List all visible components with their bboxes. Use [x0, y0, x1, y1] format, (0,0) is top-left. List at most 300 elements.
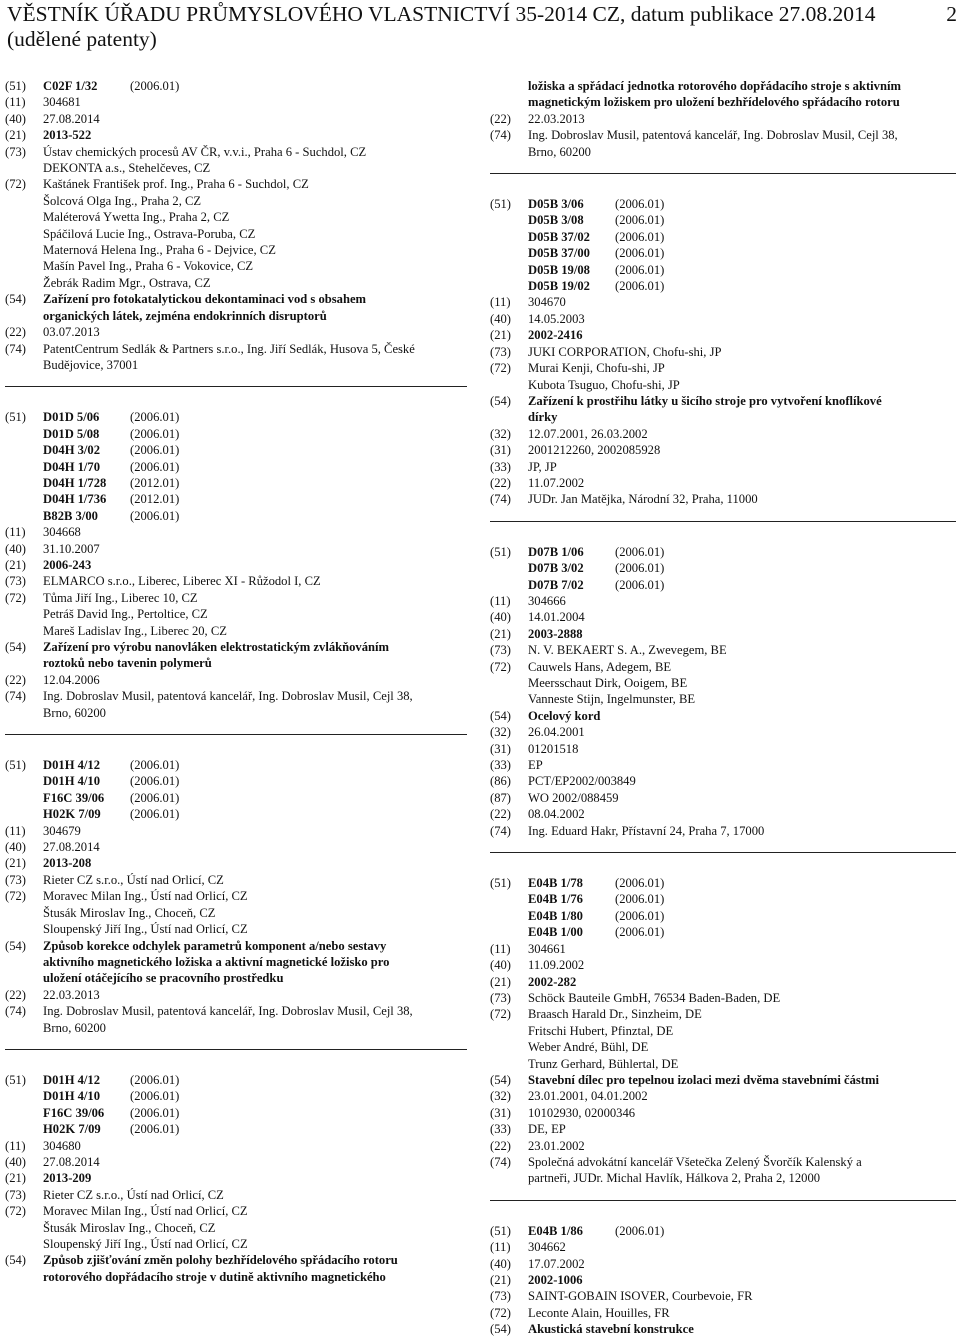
field-code: [5, 1236, 43, 1252]
field-row: [490, 1039, 956, 1055]
field-row: [490, 757, 956, 773]
field-row: [5, 672, 467, 688]
field-row: [490, 577, 956, 593]
field-value: 304662: [528, 1240, 566, 1255]
field-code: [490, 245, 528, 261]
field-code: (22): [490, 1138, 511, 1153]
field-row: [490, 790, 956, 806]
field-row: [5, 773, 467, 789]
field-code: (21): [490, 974, 511, 989]
field-value: Moravec Milan Ing., Ústí nad Orlicí, CZ: [43, 1204, 248, 1219]
ipc-classification: [43, 78, 467, 94]
ipc-version: (2006.01): [615, 876, 665, 891]
field-row: [490, 741, 956, 757]
ipc-version: (2006.01): [130, 426, 180, 441]
field-code: (73): [5, 1187, 26, 1202]
field-value: Sloupenský Jiří Ing., Ústí nad Orlicí, CZ: [43, 1237, 248, 1251]
ipc-classification: [528, 577, 956, 593]
field-code: (54): [490, 393, 511, 408]
field-row: [5, 127, 467, 143]
ipc-version: (2006.01): [615, 908, 665, 923]
field-value: 2013-209: [43, 1171, 92, 1186]
ipc-code: D05B 3/06: [528, 197, 584, 212]
field-value: DEKONTA a.s., Stehelčeves, CZ: [43, 161, 211, 176]
field-value: Maléterová Ywetta Ing., Praha 2, CZ: [43, 210, 230, 225]
ipc-version: (2006.01): [615, 544, 665, 559]
ipc-code: D01D 5/08: [43, 426, 100, 441]
field-row: [5, 524, 467, 540]
field-row: [490, 642, 956, 658]
field-code: [5, 209, 43, 225]
field-row: [5, 291, 467, 307]
ipc-code: D01D 5/06: [43, 410, 100, 425]
field-code: (74): [490, 492, 511, 507]
field-code: [5, 459, 43, 475]
field-value: EP: [528, 758, 543, 773]
ipc-classification: [528, 229, 956, 245]
ipc-version: (2012.01): [130, 475, 180, 490]
field-row: [5, 541, 467, 557]
patent-record: [490, 1223, 956, 1338]
field-code: [490, 409, 528, 425]
field-row: [5, 1236, 467, 1252]
ipc-version: (2006.01): [615, 561, 665, 576]
field-code: (31): [490, 443, 511, 458]
field-value: Braasch Harald Dr., Sinzheim, DE: [528, 1007, 702, 1022]
field-value: 14.01.2004: [528, 610, 585, 625]
field-row: [5, 1003, 467, 1019]
field-value: Štusák Miroslav Ing., Choceň, CZ: [43, 905, 216, 920]
field-row: [490, 823, 956, 839]
field-code: (40): [490, 958, 511, 973]
field-value: ložiska a spřádací jednotka rotorového dopřádacího stroje s aktivním: [528, 79, 901, 93]
field-row: [5, 160, 467, 176]
left-column: [5, 78, 467, 1285]
field-row: [490, 409, 956, 425]
field-row: [5, 209, 467, 225]
ipc-code: H02K 7/09: [43, 1122, 101, 1137]
ipc-code: D04H 3/02: [43, 443, 101, 458]
field-code: (51): [5, 79, 26, 93]
field-code: (73): [490, 643, 511, 658]
field-row: [5, 1252, 467, 1268]
field-row: [5, 275, 467, 291]
field-row: [5, 590, 467, 606]
field-code: (51): [5, 1072, 26, 1087]
field-code: (22): [5, 987, 26, 1002]
field-value: Fritschi Hubert, Pfinztal, DE: [528, 1023, 674, 1038]
patent-record: [490, 544, 956, 839]
field-code: [490, 144, 528, 160]
field-value: 2003-2888: [528, 626, 583, 641]
field-code: [5, 1105, 43, 1121]
field-code: [5, 790, 43, 806]
field-value: 304670: [528, 295, 566, 310]
field-value: rotorového dopřádacího stroje v dutině aktivního magnetického: [43, 1269, 386, 1284]
field-code: (21): [490, 328, 511, 343]
field-code: [5, 705, 43, 721]
record-separator: [490, 173, 956, 196]
field-row: [490, 94, 956, 110]
field-code: (74): [490, 128, 511, 143]
field-row: [490, 957, 956, 973]
field-code: (72): [5, 889, 26, 904]
field-value: Štusák Miroslav Ing., Choceň, CZ: [43, 1220, 216, 1235]
field-row: [490, 327, 956, 343]
field-value: Brno, 60200: [528, 144, 591, 159]
field-value: Ing. Dobroslav Musil, patentová kancelář, Ing. Dobroslav Musil, Cejl 38,: [43, 689, 413, 704]
ipc-classification: [528, 924, 956, 940]
field-value: 304661: [528, 941, 566, 956]
field-value: Trunz Gerhard, Bühlertal, DE: [528, 1056, 679, 1071]
field-value: 304680: [43, 1138, 81, 1153]
ipc-version: (2006.01): [130, 1089, 180, 1104]
ipc-version: (2006.01): [130, 758, 180, 773]
field-value: Zařízení k prostřihu látky u šicího stroje pro vytvoření knoflíkové: [528, 393, 882, 408]
field-row: [5, 573, 467, 589]
ipc-classification: [528, 891, 956, 907]
field-code: [5, 258, 43, 274]
field-row: [5, 1154, 467, 1170]
field-code: (54): [5, 938, 26, 953]
field-value: Akustická stavební konstrukce: [528, 1322, 694, 1337]
ipc-code: D04H 1/736: [43, 492, 107, 507]
field-row: [5, 442, 467, 458]
field-value: 31.10.2007: [43, 541, 100, 556]
field-row: [5, 806, 467, 822]
field-value: Petráš David Ing., Pertoltice, CZ: [43, 607, 208, 622]
field-row: [490, 393, 956, 409]
ipc-code: D07B 7/02: [528, 577, 584, 592]
ipc-version: (2006.01): [130, 1122, 180, 1137]
field-code: (74): [490, 1154, 511, 1169]
field-code: [490, 212, 528, 228]
field-row: [5, 508, 467, 524]
field-code: [5, 1088, 43, 1104]
field-row: [490, 941, 956, 957]
field-row: [490, 127, 956, 143]
patent-record: [5, 409, 467, 721]
ipc-version: (2006.01): [130, 459, 180, 474]
field-value: Ing. Eduard Hakr, Přístavní 24, Praha 7, 17000: [528, 823, 765, 838]
field-row: [490, 990, 956, 1006]
field-code: (11): [490, 295, 511, 310]
field-code: (40): [490, 311, 511, 326]
field-value: JP, JP: [528, 459, 557, 474]
field-code: (11): [5, 1138, 26, 1153]
ipc-code: D01H 4/12: [43, 1072, 101, 1087]
field-row: [490, 593, 956, 609]
field-row: [5, 491, 467, 507]
field-row: [490, 1088, 956, 1104]
field-row: [5, 1203, 467, 1219]
ipc-code: D05B 19/08: [528, 262, 590, 277]
field-row: [5, 78, 467, 94]
field-row: [490, 806, 956, 822]
field-code: [5, 954, 43, 970]
field-row: [490, 708, 956, 724]
field-value: 12.04.2006: [43, 672, 100, 687]
field-value: 26.04.2001: [528, 725, 585, 740]
field-code: (40): [5, 1154, 26, 1169]
field-value: 2013-522: [43, 128, 92, 143]
field-value: Cauwels Hans, Adegem, BE: [528, 659, 672, 674]
field-value: 08.04.2002: [528, 807, 585, 822]
field-value: Způsob zjišťování změn polohy bezhřídelového spřádacího rotoru: [43, 1253, 398, 1268]
ipc-classification: [528, 262, 956, 278]
ipc-classification: [528, 196, 956, 212]
field-row: [5, 409, 467, 425]
ipc-version: (2006.01): [130, 790, 180, 805]
field-code: [490, 908, 528, 924]
field-value: Ústav chemických procesů AV ČR, v.v.i., Praha 6 - Suchdol, CZ: [43, 144, 367, 159]
field-code: [5, 773, 43, 789]
field-value: Brno, 60200: [43, 705, 106, 720]
field-value: Weber André, Bühl, DE: [528, 1040, 649, 1055]
field-row: [490, 144, 956, 160]
ipc-version: (2006.01): [130, 807, 180, 822]
field-code: (32): [490, 1089, 511, 1104]
field-row: [490, 560, 956, 576]
field-row: [5, 938, 467, 954]
field-value: 23.01.2002: [528, 1138, 585, 1153]
field-code: [5, 508, 43, 524]
field-code: [490, 262, 528, 278]
field-row: [490, 1056, 956, 1072]
field-code: (73): [5, 144, 26, 159]
field-row: [5, 426, 467, 442]
field-value: Ing. Dobroslav Musil, patentová kancelář, Ing. Dobroslav Musil, Cejl 38,: [43, 1004, 413, 1019]
field-value: 11.07.2002: [528, 475, 585, 490]
field-value: Sloupenský Jiří Ing., Ústí nad Orlicí, CZ: [43, 922, 248, 937]
ipc-classification: [43, 1121, 467, 1137]
field-code: (40): [490, 610, 511, 625]
field-value: Schöck Bauteile GmbH, 76534 Baden-Baden, DE: [528, 990, 781, 1005]
field-code: (33): [490, 758, 511, 773]
field-row: [5, 1072, 467, 1088]
field-code: [490, 278, 528, 294]
field-value: JUKI CORPORATION, Chofu-shi, JP: [528, 344, 722, 359]
field-value: Způsob korekce odchylek parametrů komponent a/nebo sestavy: [43, 938, 387, 953]
field-code: (73): [490, 1289, 511, 1304]
field-value: WO 2002/088459: [528, 790, 619, 805]
ipc-version: (2006.01): [615, 262, 665, 277]
field-row: [490, 278, 956, 294]
ipc-classification: [43, 442, 467, 458]
field-code: [5, 308, 43, 324]
field-value: Ocelový kord: [528, 708, 601, 723]
field-code: (51): [490, 876, 511, 891]
field-row: [5, 475, 467, 491]
record-separator: [5, 734, 467, 757]
field-value: ELMARCO s.r.o., Liberec, Liberec XI - Růžodol I, CZ: [43, 574, 321, 589]
field-row: [490, 1170, 956, 1186]
field-row: [490, 773, 956, 789]
field-code: (54): [5, 640, 26, 654]
field-row: [490, 245, 956, 261]
field-code: (22): [5, 325, 26, 340]
field-code: (72): [490, 361, 511, 376]
field-code: [5, 275, 43, 291]
field-row: [490, 426, 956, 442]
field-row: [490, 491, 956, 507]
field-value: 14.05.2003: [528, 311, 585, 326]
field-row: [490, 344, 956, 360]
field-row: [5, 144, 467, 160]
field-row: [490, 891, 956, 907]
field-code: (72): [490, 1305, 511, 1320]
field-code: [490, 691, 528, 707]
field-code: (40): [5, 111, 26, 126]
field-row: [5, 790, 467, 806]
field-code: (21): [490, 1273, 511, 1287]
field-code: [5, 491, 43, 507]
field-row: [490, 459, 956, 475]
field-code: (54): [5, 1253, 26, 1268]
field-code: [5, 226, 43, 242]
field-row: [5, 705, 467, 721]
field-row: [5, 258, 467, 274]
field-value: 12.07.2001, 26.03.2002: [528, 426, 648, 441]
field-row: [490, 924, 956, 940]
field-row: [5, 655, 467, 671]
ipc-classification: [43, 409, 467, 425]
field-code: (51): [5, 410, 26, 425]
ipc-classification: [43, 757, 467, 773]
field-value: Spáčilová Lucie Ing., Ostrava-Poruba, CZ: [43, 226, 256, 241]
field-row: [5, 176, 467, 192]
field-code: [5, 806, 43, 822]
field-code: (32): [490, 426, 511, 441]
field-row: [5, 1170, 467, 1186]
field-row: [5, 872, 467, 888]
field-value: 27.08.2014: [43, 840, 100, 855]
ipc-version: (2006.01): [130, 443, 180, 458]
ipc-code: F16C 39/06: [43, 790, 105, 805]
field-code: (54): [490, 1072, 511, 1087]
field-row: [490, 544, 956, 560]
field-code: [490, 94, 528, 110]
field-code: [490, 924, 528, 940]
patent-record: [5, 757, 467, 1036]
field-row: [5, 557, 467, 573]
field-row: [490, 1105, 956, 1121]
field-code: (74): [5, 689, 26, 704]
field-row: [5, 1269, 467, 1285]
field-row: [5, 308, 467, 324]
field-value: uložení otáčejícího se pracovního prostředku: [43, 971, 284, 986]
field-row: [5, 1220, 467, 1236]
field-row: [5, 1088, 467, 1104]
record-separator: [5, 386, 467, 409]
field-row: [5, 242, 467, 258]
ipc-version: (2006.01): [615, 229, 665, 244]
field-row: [5, 1187, 467, 1203]
field-code: (21): [5, 856, 26, 871]
field-code: (87): [490, 790, 511, 805]
patent-record: [5, 78, 467, 373]
field-value: 22.03.2013: [43, 987, 100, 1002]
field-code: (54): [490, 1322, 511, 1337]
field-row: [490, 294, 956, 310]
ipc-code: D04H 1/70: [43, 459, 101, 474]
field-value: Šolcová Olga Ing., Praha 2, CZ: [43, 193, 202, 208]
ipc-code: E04B 1/76: [528, 892, 583, 907]
field-value: 27.08.2014: [43, 1154, 100, 1169]
field-row: [490, 229, 956, 245]
field-row: [5, 921, 467, 937]
field-code: (11): [5, 95, 26, 110]
ipc-code: E04B 1/86: [528, 1223, 583, 1238]
field-value: Ing. Dobroslav Musil, patentová kancelář, Ing. Dobroslav Musil, Cejl 38,: [528, 128, 898, 143]
field-code: (11): [5, 525, 26, 540]
field-row: [490, 675, 956, 691]
field-code: (73): [490, 990, 511, 1005]
ipc-version: (2006.01): [615, 892, 665, 907]
field-value: 17.07.2002: [528, 1256, 585, 1271]
field-row: [5, 623, 467, 639]
field-value: partneři, JUDr. Michal Havlík, Hálkova 2, Praha 2, 12000: [528, 1171, 821, 1186]
field-code: [5, 193, 43, 209]
ipc-code: D05B 3/08: [528, 213, 584, 228]
ipc-code: C02F 1/32: [43, 79, 98, 93]
ipc-classification: [528, 560, 956, 576]
field-code: [490, 1039, 528, 1055]
record-separator: [490, 1200, 956, 1223]
ipc-classification: [528, 212, 956, 228]
field-code: [5, 160, 43, 176]
field-value: Zařízení pro výrobu nanovláken elektrostatickým zvlákňováním: [43, 640, 390, 654]
ipc-version: (2006.01): [130, 774, 180, 789]
field-row: [490, 1154, 956, 1170]
field-code: [5, 1220, 43, 1236]
ipc-code: D05B 19/02: [528, 279, 590, 294]
ipc-version: (2006.01): [130, 410, 180, 425]
field-value: DE, EP: [528, 1122, 566, 1137]
ipc-version: (2006.01): [130, 79, 180, 93]
field-row: [490, 1288, 956, 1304]
field-code: (32): [490, 725, 511, 740]
field-value: N. V. BEKAERT S. A., Zwevegem, BE: [528, 643, 727, 658]
patent-record: [490, 196, 956, 508]
field-value: 304666: [528, 593, 566, 608]
field-code: (11): [5, 823, 26, 838]
field-code: (54): [5, 292, 26, 307]
ipc-version: (2006.01): [130, 1072, 180, 1087]
ipc-code: H02K 7/09: [43, 807, 101, 822]
field-row: [5, 324, 467, 340]
field-value: Vanneste Stijn, Ingelmunster, BE: [528, 692, 696, 707]
ipc-classification: [43, 475, 467, 491]
field-value: Meersschaut Dirk, Ooigem, BE: [528, 676, 688, 690]
field-row: [490, 691, 956, 707]
field-code: (22): [490, 111, 511, 126]
ipc-classification: [43, 508, 467, 524]
field-code: (33): [490, 459, 511, 474]
field-row: [5, 839, 467, 855]
field-code: (21): [5, 1171, 26, 1186]
field-code: (72): [490, 1007, 511, 1022]
field-code: [5, 905, 43, 921]
field-value: 10102930, 02000346: [528, 1105, 636, 1120]
field-value: Leconte Alain, Houilles, FR: [528, 1305, 670, 1320]
field-value: 01201518: [528, 741, 579, 756]
ipc-classification: [43, 806, 467, 822]
ipc-code: F16C 39/06: [43, 1105, 105, 1120]
right-column: [490, 78, 956, 1338]
field-row: [490, 1072, 956, 1088]
field-value: Zařízení pro fotokatalytickou dekontaminaci vod s obsahem: [43, 292, 367, 307]
